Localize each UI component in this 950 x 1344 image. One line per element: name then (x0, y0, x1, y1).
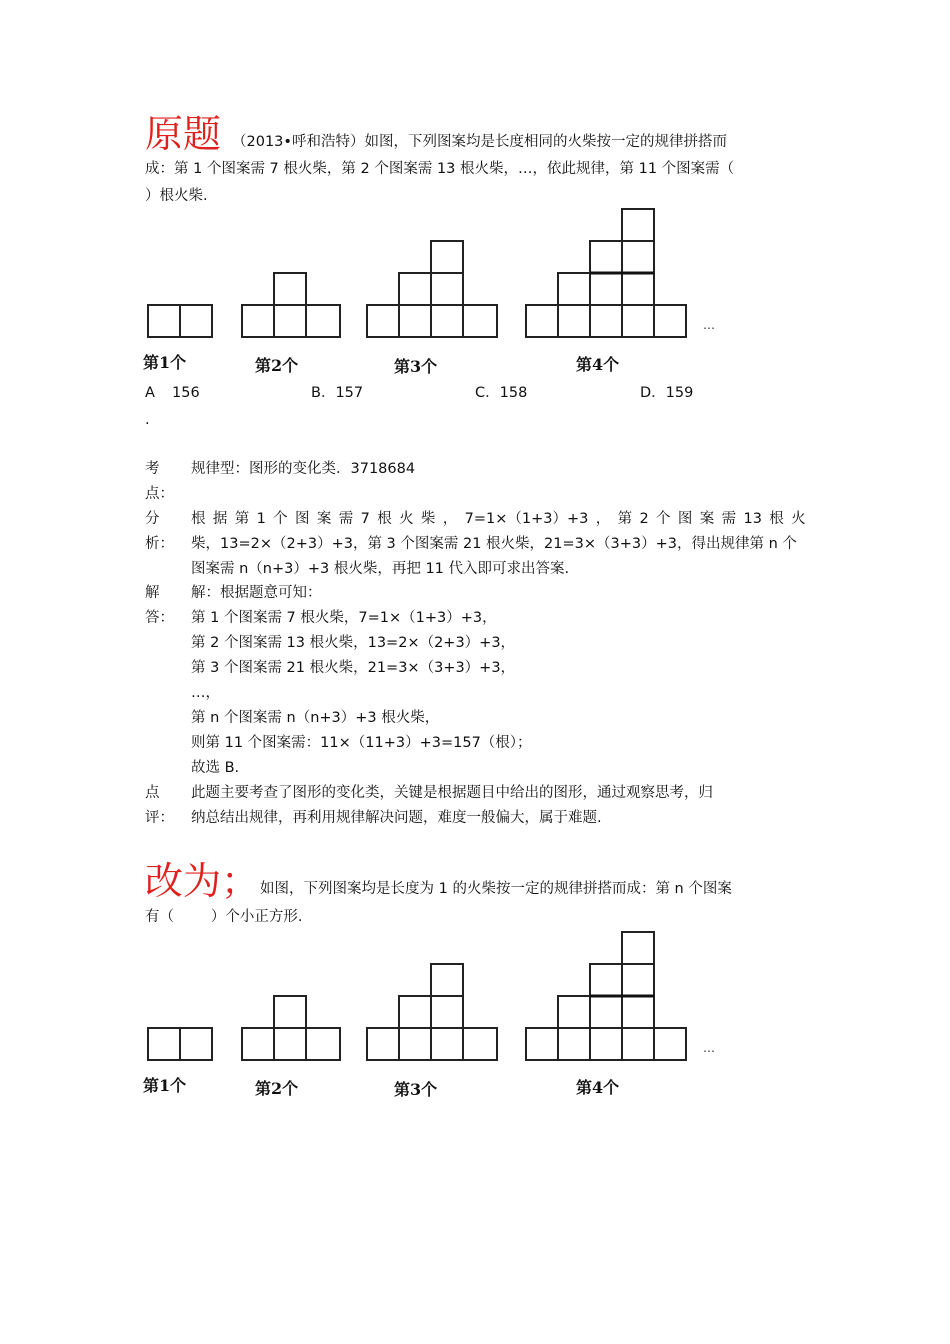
revised-heading: 改为； (145, 859, 260, 903)
fenxi-line2: 柴，13=2×（2+3）+3，第 3 个图案需 21 根火柴，21=3×（3+3）+3，得出规律第 n 个 (191, 536, 797, 552)
dianping-label (145, 781, 174, 831)
dianping-body (191, 781, 806, 831)
figure-3-square (399, 305, 431, 337)
caption-figure-4-revised: 第4个 (576, 1078, 620, 1097)
revised-question-line2: 有（ ）个小正方形. (145, 909, 303, 925)
figure-3-square (431, 305, 463, 337)
dianping-label-1: 点 (145, 785, 160, 801)
figure-3 (367, 964, 497, 1060)
dianping-label-2: 评： (145, 810, 174, 826)
caption-figure-1: 第1个 (143, 353, 187, 372)
figure-2 (242, 273, 340, 337)
figure-3-square (431, 1028, 463, 1060)
kaodian-label-1: 考 (145, 461, 160, 477)
matchstick-figures-original (140, 205, 780, 380)
figure-4-square (558, 305, 590, 337)
figure-3-square (463, 305, 497, 337)
figure-4-square (622, 241, 654, 273)
figure-3-square (367, 305, 399, 337)
fenxi-line1-token: 第 (617, 511, 633, 527)
figure-4-square (590, 1028, 622, 1060)
figure-4-square (622, 996, 654, 1028)
caption-figure-3-revised: 第3个 (394, 1080, 438, 1099)
figure-4-square (526, 1028, 558, 1060)
figure-1-square (148, 1028, 180, 1060)
figure-2-square (242, 305, 274, 337)
figure-3 (367, 241, 497, 337)
fenxi-label-1: 分 (145, 511, 160, 527)
figure-4-square (622, 273, 654, 305)
matchstick-figures-svg (140, 205, 780, 380)
figure-2-square (306, 1028, 340, 1060)
figure-2-square (274, 273, 306, 305)
figure-2-square (274, 1028, 306, 1060)
jieda-line: 故选 B. (191, 760, 240, 776)
fenxi-line1-token: 7 (360, 511, 370, 527)
fenxi-line1-token: 1 (256, 511, 266, 527)
figure-3-square (367, 1028, 399, 1060)
kaodian-label (145, 457, 174, 507)
dianping-line1: 此题主要考查了图形的变化类，关键是根据题目中给出的图形，通过观察思考，归 (191, 785, 713, 801)
fenxi-line1-token: 根 (377, 511, 392, 527)
figure-2-square (274, 305, 306, 337)
figure-4-square (622, 305, 654, 337)
figure-4-square (590, 996, 622, 1028)
fenxi-line3: 图案需 n（n+3）+3 根火柴，再把 11 代入即可求出答案. (191, 561, 570, 577)
jieda-line: 第 n 个图案需 n（n+3）+3 根火柴， (191, 710, 440, 726)
jieda-label-2: 答： (145, 610, 174, 626)
fenxi-line1-token: 根 (769, 511, 784, 527)
figure-3-square (399, 996, 431, 1028)
jieda-label-1: 解 (145, 585, 160, 601)
choice-a-label: A (145, 385, 155, 401)
fenxi-line1-token: ， (442, 511, 458, 527)
figure-1-square (180, 1028, 212, 1060)
fenxi-label-2: 析： (145, 536, 174, 552)
jieda-line: 解：根据题意可知： (191, 585, 322, 601)
figure-4-square (590, 241, 622, 273)
caption-figure-3: 第3个 (394, 357, 438, 376)
figure-4-square (558, 996, 590, 1028)
figure-4-square (622, 964, 654, 996)
fenxi-line1-token: 案 (316, 511, 332, 527)
figure-4-square (590, 273, 622, 305)
fenxi-line1-token: 7=1×（1+3）+3 (464, 511, 589, 527)
figure-4 (526, 932, 686, 1060)
fenxi-line1-token: 需 (721, 511, 737, 527)
figure-3-square (431, 964, 463, 996)
fenxi-line1-token: 火 (791, 511, 806, 527)
figure-4-square (654, 305, 686, 337)
figure-continuation-dots: … (703, 318, 715, 332)
matchstick-figures-svg (140, 928, 780, 1103)
matchstick-figures-revised (140, 928, 780, 1103)
choice-d: D．159 (640, 385, 694, 401)
figure-3-square (431, 241, 463, 273)
figure-2 (242, 996, 340, 1060)
figure-4 (526, 209, 686, 337)
jieda-line: 第 1 个图案需 7 根火柴，7=1×（1+3）+3， (191, 610, 497, 626)
jieda-line: …， (191, 685, 220, 701)
caption-figure-1-revised: 第1个 (143, 1076, 187, 1095)
fenxi-line1-token: 图 (295, 511, 310, 527)
figure-2-square (306, 305, 340, 337)
figure-4-square (558, 273, 590, 305)
jieda-line: 第 3 个图案需 21 根火柴，21=3×（3+3）+3， (191, 660, 516, 676)
fenxi-line1-token: 第 (234, 511, 250, 527)
figure-4-square (622, 209, 654, 241)
fenxi-line1-token: 13 (743, 511, 762, 527)
fenxi-line1-token: 案 (699, 511, 715, 527)
fenxi-line1-token: 个 (273, 511, 288, 527)
fenxi-line1-token: 根 (191, 511, 206, 527)
jieda-body (191, 581, 806, 781)
kaodian-label-2: 点： (145, 486, 174, 502)
figure-2-square (274, 996, 306, 1028)
figure-1 (148, 1028, 212, 1060)
figure-3-square (399, 273, 431, 305)
fenxi-line1-token: 柴 (420, 511, 436, 527)
original-question-line2: 成：第 1 个图案需 7 根火柴，第 2 个图案需 13 根火柴，…，依此规律，第 11 个图案需（ (145, 161, 735, 177)
fenxi-line1-token: ， (595, 511, 611, 527)
jieda-label (145, 581, 174, 631)
choice-trailing-dot: . (145, 412, 150, 428)
jieda-line: 第 2 个图案需 13 根火柴，13=2×（2+3）+3， (191, 635, 516, 651)
fenxi-body (191, 507, 806, 582)
figure-4-square (590, 964, 622, 996)
figure-3-square (463, 1028, 497, 1060)
original-question-line3: ）根火柴. (145, 188, 208, 204)
caption-figure-2-revised: 第2个 (255, 1079, 299, 1098)
figure-1-square (148, 305, 180, 337)
original-heading: 原题 (145, 112, 222, 156)
figure-1-square (180, 305, 212, 337)
figure-continuation-dots-revised: … (703, 1041, 715, 1055)
jieda-line: 则第 11 个图案需：11×（11+3）+3=157（根）； (191, 735, 532, 751)
figure-4-square (526, 305, 558, 337)
figure-4-square (590, 305, 622, 337)
fenxi-line1-token: 据 (212, 511, 228, 527)
figure-3-square (431, 996, 463, 1028)
choice-a-value: 156 (172, 385, 200, 401)
fenxi-line1-token: 火 (399, 511, 414, 527)
dianping-line2: 纳总结出规律，再利用规律解决问题，难度一般偏大，属于难题. (191, 810, 602, 826)
caption-figure-2: 第2个 (255, 356, 299, 375)
figure-3-square (431, 273, 463, 305)
original-question-line1: （2013•呼和浩特）如图，下列图案均是长度相同的火柴按一定的规律拼搭而 (232, 134, 727, 150)
fenxi-line1 (191, 507, 806, 532)
figure-4-square (622, 932, 654, 964)
fenxi-label (145, 507, 174, 557)
fenxi-line1-token: 图 (677, 511, 693, 527)
figure-4-square (622, 1028, 654, 1060)
figure-4-square (558, 1028, 590, 1060)
choice-c: C．158 (475, 385, 528, 401)
figure-1 (148, 305, 212, 337)
figure-4-square (654, 1028, 686, 1060)
kaodian-text: 规律型：图形的变化类．3718684 (191, 461, 416, 477)
caption-figure-4: 第4个 (576, 355, 620, 374)
revised-question-line1: 如图，下列图案均是长度为 1 的火柴按一定的规律拼搭而成：第 n 个图案 (260, 881, 732, 897)
figure-2-square (242, 1028, 274, 1060)
choice-b: B．157 (311, 385, 364, 401)
fenxi-line1-token: 个 (656, 511, 671, 527)
fenxi-line1-token: 需 (338, 511, 354, 527)
fenxi-line1-token: 2 (639, 511, 649, 527)
figure-3-square (399, 1028, 431, 1060)
